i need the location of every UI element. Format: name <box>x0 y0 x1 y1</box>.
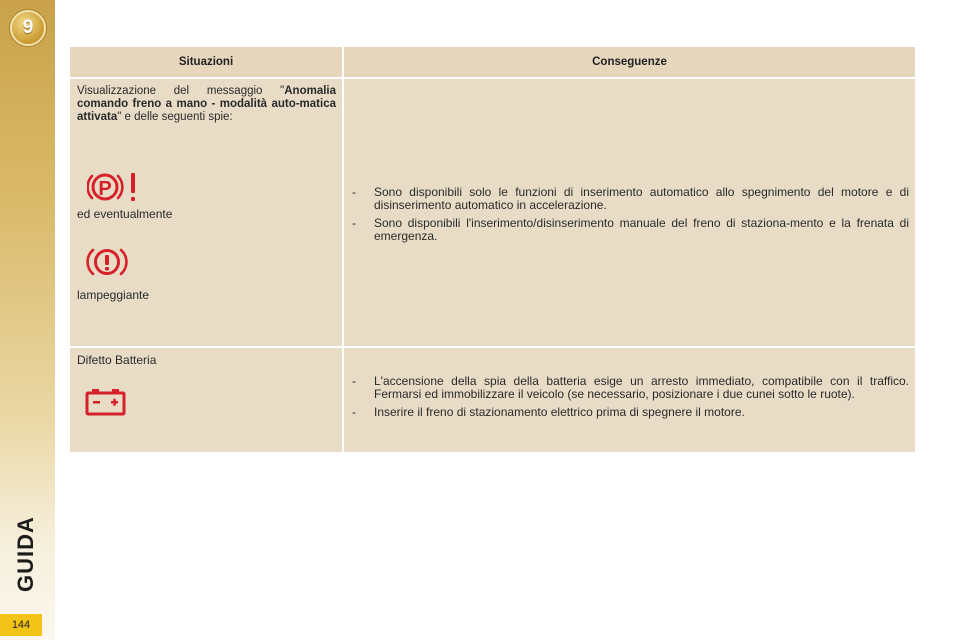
consequence-text: Sono disponibili l'inserimento/disinserimento manuale del freno di staziona-mento e la frenata di emergenza. <box>374 216 909 243</box>
chapter-number: 9 <box>22 17 34 38</box>
situation-cell <box>69 347 343 453</box>
situation-description <box>77 85 336 124</box>
consequence-item <box>352 406 909 419</box>
section-title: GUIDA <box>13 516 38 592</box>
chapter-badge <box>10 10 46 46</box>
table-header-row <box>69 46 916 78</box>
consequence-cell <box>343 78 916 347</box>
situation-prefix: Visualizzazione del messaggio " <box>77 85 285 97</box>
header-situazioni: Situazioni <box>69 46 343 78</box>
bullet-dash: - <box>352 374 356 388</box>
page-number-text: 144 <box>11 619 31 631</box>
battery-icon <box>85 387 336 417</box>
header-conseguenze: Conseguenze <box>343 46 916 78</box>
consequence-cell <box>343 347 916 453</box>
warning-table <box>68 45 915 454</box>
consequence-item <box>352 375 909 401</box>
chapter-sidebar <box>0 0 55 640</box>
bullet-dash: - <box>352 405 356 419</box>
consequence-item <box>352 217 909 243</box>
situation-message: Anomalia comando freno a mano - modalità auto-matica attivata <box>77 85 336 123</box>
table-row <box>69 78 916 347</box>
table-row <box>69 347 916 453</box>
consequence-item <box>352 186 909 212</box>
consequence-text: L'accensione della spia della batteria esige un arresto immediato, compatibile con il traffico. Fermarsi ed immobilizzare il veicolo (se necessario, posizionare i due cunei sotto le ruote). <box>374 374 909 401</box>
after-text: lampeggiante <box>77 288 150 302</box>
page-number <box>0 614 42 636</box>
situation-description: Difetto Batteria <box>77 353 157 367</box>
bullet-dash: - <box>352 216 356 230</box>
bullet-dash: - <box>352 185 356 199</box>
situation-cell <box>69 78 343 347</box>
svg-text:P: P <box>98 178 112 200</box>
consequence-text: Sono disponibili solo le funzioni di inserimento automatico allo spegnimento del motore e di disinserimento automatico in accelerazione. <box>374 185 909 212</box>
parking-brake-warning-icon <box>87 170 336 204</box>
between-text: ed eventualmente <box>77 207 173 221</box>
brake-warning-icon <box>85 245 336 279</box>
situation-suffix: " e delle seguenti spie: <box>117 111 233 123</box>
situations-table <box>68 45 917 454</box>
consequence-text: Inserire il freno di stazionamento elettrico prima di spegnere il motore. <box>374 405 745 419</box>
